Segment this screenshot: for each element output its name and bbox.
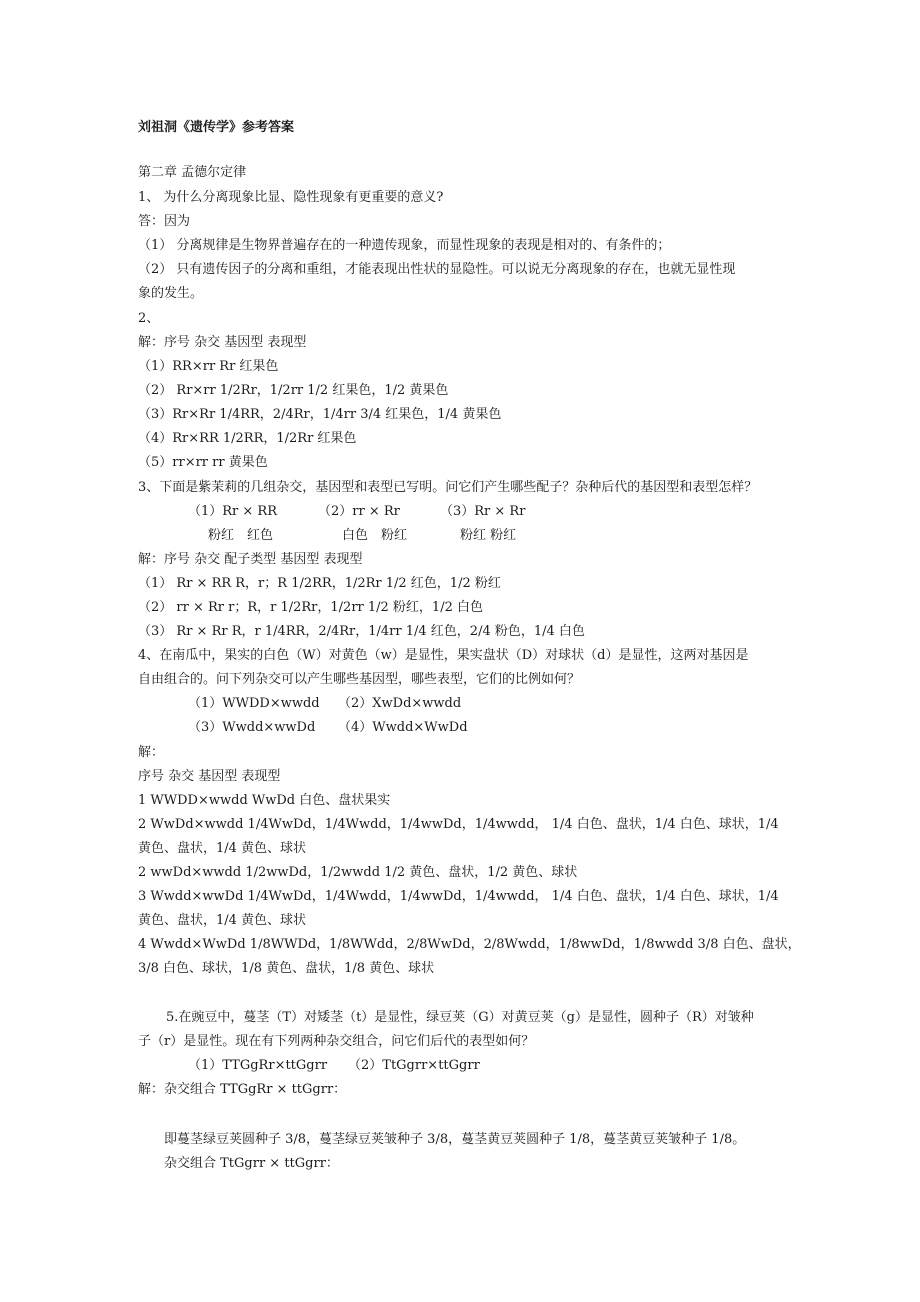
q5-cross-2: （2）TtGgrr×ttGgrr [348,1058,480,1073]
q3-pheno-1: 粉红 红色 [208,528,274,543]
q2-row: （5）rr×rr rr 黄果色 [138,455,268,470]
q4-cross-4: （4）Wwdd×WwDd [338,720,468,735]
q3-row: （3） Rr × Rr R，r 1/4RR，2/4Rr，1/4rr 1/4 红色，2/4 粉色，1/4 白色 [138,624,585,639]
q4-line: 黄色、盘状，1/4 黄色、球状 [138,913,307,928]
q1-point-2b: 象的发生。 [138,286,204,301]
q4-line: 2 WwDd×wwdd 1/4WwDd，1/4Wwdd，1/4wwDd，1/4wwdd， 1/4 白色、盘状，1/4 白色、球状，1/4 [138,817,779,832]
q2-row: （3）Rr×Rr 1/4RR，2/4Rr，1/4rr 3/4 红果色，1/4 黄果色 [138,407,502,422]
q3-cross-1: （1）Rr × RR [188,504,278,519]
q3-pheno-3: 粉红 粉红 [460,528,517,543]
q4-question-a: 4、在南瓜中，果实的白色（W）对黄色（w）是显性，果实盘状（D）对球状（d）是显性，这两对基因是 [138,648,749,663]
q3-question: 3、下面是紫茉莉的几组杂交，基因型和表型已写明。问它们产生哪些配子？杂种后代的基因型和表型怎样？ [138,480,758,495]
q1-answer-intro: 答：因为 [138,214,191,229]
q3-cross-3: （3）Rr × Rr [440,504,526,519]
q4-cross-1: （1）WWDD×wwdd [188,696,320,711]
document-title: 刘祖洞《遗传学》参考答案 [138,120,295,135]
q5-answer-2: 杂交组合 TtGgrr × ttGgrr： [164,1156,339,1171]
q4-cross-3: （3）Wwdd×wwDd [188,720,316,735]
q3-header: 解：序号 杂交 配子类型 基因型 表现型 [138,552,363,567]
q4-cross-2: （2）XwDd×wwdd [338,696,462,711]
q5-cross-1: （1）TTGgRr×ttGgrr [188,1058,328,1073]
q3-row: （2） rr × Rr r；R，r 1/2Rr，1/2rr 1/2 粉红，1/2 白色 [138,600,483,615]
q1-question: 1、 为什么分离现象比显、隐性现象有更重要的意义? [138,190,444,205]
q2-row: （2） Rr×rr 1/2Rr，1/2rr 1/2 红果色，1/2 黄果色 [138,383,449,398]
q5-result-1: 即蔓茎绿豆荚圆种子 3/8，蔓茎绿豆荚皱种子 3/8，蔓茎黄豆荚圆种子 1/8，蔓茎黄豆荚皱种子 1/8。 [164,1132,746,1147]
q4-question-b: 自由组合的。问下列杂交可以产生哪些基因型，哪些表型，它们的比例如何？ [138,672,581,687]
chapter-heading: 第二章 孟德尔定律 [138,165,247,180]
q4-line: 3/8 白色、球状，1/8 黄色、盘状，1/8 黄色、球状 [138,961,435,976]
q2-header: 解：序号 杂交 基因型 表现型 [138,335,307,350]
q3-pheno-2: 白色 粉红 [342,528,408,543]
q4-line: 4 Wwdd×WwDd 1/8WWDd，1/8WWdd，2/8WwDd，2/8Wwdd，1/8wwDd，1/8wwdd 3/8 白色、盘状， [138,937,801,952]
q4-answer: 解： [138,745,165,760]
q3-cross-2: （2）rr × Rr [318,504,400,519]
q3-row: （1） Rr × RR R，r；R 1/2RR，1/2Rr 1/2 红色，1/2 粉红 [138,576,501,591]
q4-header: 序号 杂交 基因型 表现型 [138,769,281,784]
q5-answer-1: 解：杂交组合 TTGgRr × ttGgrr： [138,1082,347,1097]
q4-line: 黄色、盘状，1/4 黄色、球状 [138,841,307,856]
q2-row: （1）RR×rr Rr 红果色 [138,359,279,374]
q5-question-a: 5.在豌豆中，蔓茎（T）对矮茎（t）是显性，绿豆荚（G）对黄豆荚（g）是显性，圆种子（R）对皱种 [166,1010,754,1025]
q4-line: 2 wwDd×wwdd 1/2wwDd，1/2wwdd 1/2 黄色、盘状，1/2 黄色、球状 [138,865,578,880]
q4-line: 3 Wwdd×wwDd 1/4WwDd，1/4Wwdd，1/4wwDd，1/4wwdd， 1/4 白色、盘状，1/4 白色、球状，1/4 [138,889,779,904]
q4-line: 1 WWDD×wwdd WwDd 白色、盘状果实 [138,793,391,808]
q1-point-1: （1） 分离规律是生物界普遍存在的一种遗传现象，而显性现象的表现是相对的、有条件的； [138,238,671,253]
q2-number: 2、 [138,311,160,326]
q5-question-b: 子（r）是显性。现在有下列两种杂交组合，问它们后代的表型如何？ [138,1034,535,1049]
q1-point-2a: （2） 只有遗传因子的分离和重组，才能表现出性状的显隐性。可以说无分离现象的存在，也就无显性现 [138,262,736,277]
q2-row: （4）Rr×RR 1/2RR，1/2Rr 红果色 [138,431,357,446]
